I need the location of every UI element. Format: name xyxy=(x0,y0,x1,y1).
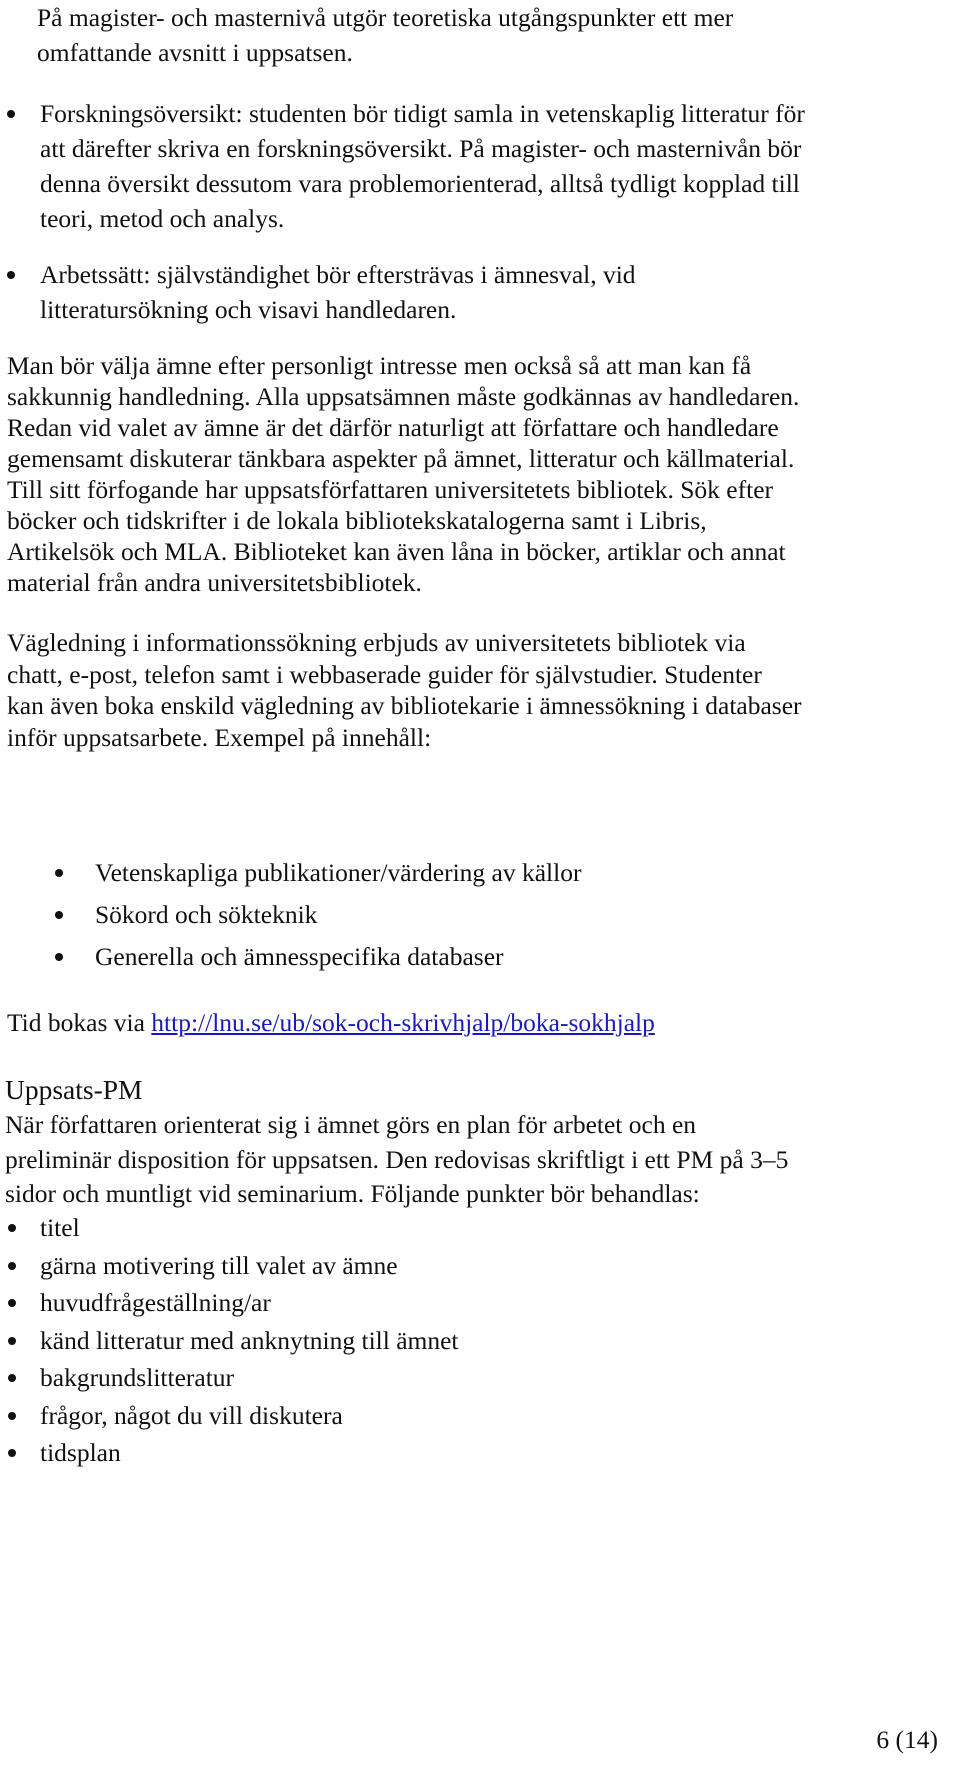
page-number: 6 (14) xyxy=(876,1725,938,1754)
text-line: sakkunnig handledning. Alla uppsatsämnen måste godkännas av handledaren. xyxy=(7,382,800,411)
text-line: denna översikt dessutom vara problemorienterad, alltså tydligt kopplad till xyxy=(40,169,800,198)
text-line: kan även boka enskild vägledning av bibliotekarie i ämnessökning i databaser xyxy=(7,691,802,720)
list-item xyxy=(0,1247,960,1285)
list-item-text: Sökord och sökteknik xyxy=(95,900,318,929)
list-item-text: känd litteratur med anknytning till ämnet xyxy=(40,1325,459,1355)
text-line: att därefter skriva en forskningsöversikt. På magister- och masternivån bör xyxy=(40,134,802,163)
list-item xyxy=(0,1284,960,1322)
text-line: chatt, e-post, telefon samt i webbaserade guider för självstudier. Studenter xyxy=(7,659,762,689)
text-line: teori, metod och analys. xyxy=(40,204,285,233)
text-line: Vägledning i informationssökning erbjuds av universitetets bibliotek via xyxy=(7,628,746,657)
bullet-icon xyxy=(55,953,63,961)
list-item-text: Vetenskapliga publikationer/värdering av källor xyxy=(95,858,582,887)
text-line: Man bör välja ämne efter personligt intresse men också så att man kan få xyxy=(7,351,752,380)
text-line: gemensamt diskuterar tänkbara aspekter på ämnet, litteratur och källmaterial. xyxy=(7,444,795,473)
booking-link[interactable]: http://lnu.se/ub/sok-och-skrivhjalp/boka-sokhjalp xyxy=(151,1008,655,1037)
list-item xyxy=(0,1322,960,1360)
list-item-text: bakgrundslitteratur xyxy=(40,1363,235,1392)
bullet-icon xyxy=(8,1262,16,1270)
topic-text xyxy=(7,350,960,598)
top-bullet-list-2 xyxy=(0,257,960,327)
list-item-text: frågor, något du vill diskutera xyxy=(40,1400,343,1430)
text-line: Forskningsöversikt: studenten bör tidigt samla in vetenskaplig litteratur för xyxy=(40,99,805,128)
text-line: inför uppsatsarbete. Exempel på innehåll: xyxy=(7,722,432,752)
list-item xyxy=(0,96,960,236)
bullet-icon xyxy=(8,1224,16,1232)
list-item xyxy=(0,936,960,978)
text-line: material från andra universitetsbibliotek. xyxy=(7,568,422,597)
booking-line xyxy=(7,1005,960,1040)
text-line: böcker och tidskrifter i de lokala bibliotekskatalogerna samt i Libris, xyxy=(7,506,707,535)
list-item xyxy=(0,852,960,894)
list-item-text: gärna motivering till valet av ämne xyxy=(40,1250,398,1280)
guidance-text xyxy=(7,627,960,753)
bullet-icon xyxy=(55,869,63,877)
text-line: litteratursökning och visavi handledaren. xyxy=(40,295,457,324)
list-item-text: huvudfrågeställning/ar xyxy=(40,1288,271,1317)
text-line: omfattande avsnitt i uppsatsen. xyxy=(37,38,353,67)
list-item xyxy=(0,257,960,327)
pm-text xyxy=(5,1108,960,1212)
booking-prefix: Tid bokas via xyxy=(7,1008,152,1037)
text-line: Arbetssätt: självständighet bör eftersträvas i ämnesval, vid xyxy=(40,260,636,289)
guidance-paragraph xyxy=(7,627,960,753)
text-line: Redan vid valet av ämne är det därför naturligt att författare och handledare xyxy=(7,413,779,442)
bullet-icon xyxy=(8,1337,16,1345)
bullet-icon xyxy=(8,1412,16,1420)
list-item-text: tidsplan xyxy=(40,1438,121,1467)
text-line: preliminär disposition för uppsatsen. Den redovisas skriftligt i ett PM på 3–5 xyxy=(5,1144,789,1174)
list-item xyxy=(0,1397,960,1435)
booking-text xyxy=(7,1005,960,1040)
bullet-icon xyxy=(7,271,15,279)
content-examples-list xyxy=(0,852,960,978)
bullet-icon xyxy=(55,911,63,919)
section-heading: Uppsats-PM xyxy=(5,1074,143,1105)
pm-section xyxy=(5,1072,960,1212)
list-item-text: Generella och ämnesspecifika databaser xyxy=(95,942,504,971)
list-item-text: titel xyxy=(40,1213,80,1242)
list-item xyxy=(0,894,960,936)
top-bullet-list xyxy=(0,96,960,236)
bullet-icon xyxy=(7,110,15,118)
text-line: Till sitt förfogande har uppsatsförfattaren universitetets bibliotek. Sök efter xyxy=(7,475,774,504)
list-item xyxy=(0,1209,960,1247)
text-line: När författaren orienterat sig i ämnet görs en plan för arbetet och en xyxy=(5,1110,697,1139)
list-item xyxy=(0,1359,960,1397)
bullet-icon xyxy=(8,1299,16,1307)
pm-items-list xyxy=(0,1209,960,1472)
intro-paragraph xyxy=(37,0,960,70)
bullet-icon xyxy=(8,1374,16,1382)
text-line: Artikelsök och MLA. Biblioteket kan även låna in böcker, artiklar och annat xyxy=(7,537,786,566)
intro-text xyxy=(37,0,960,70)
bullet-icon xyxy=(8,1449,16,1457)
topic-paragraph xyxy=(7,350,960,598)
text-line: sidor och muntligt vid seminarium. Följande punkter bör behandlas: xyxy=(5,1179,700,1208)
list-item xyxy=(0,1434,960,1472)
text-line: På magister- och masternivå utgör teoretiska utgångspunkter ett mer xyxy=(37,3,734,32)
